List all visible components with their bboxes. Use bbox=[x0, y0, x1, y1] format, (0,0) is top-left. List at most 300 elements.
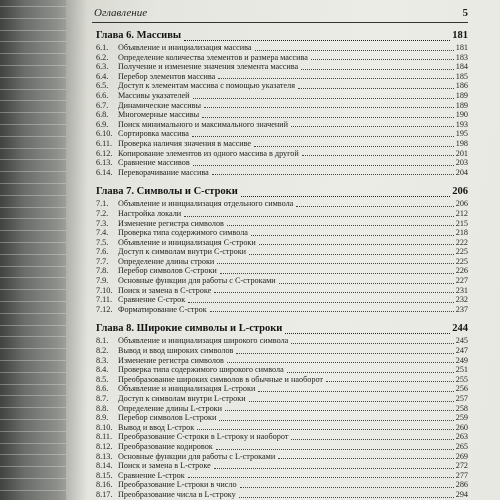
page-edge-line bbox=[0, 148, 70, 149]
entry-number: 7.12. bbox=[96, 304, 113, 314]
dot-leader bbox=[219, 419, 453, 421]
dot-leader bbox=[210, 310, 454, 312]
entry-title bbox=[96, 149, 299, 158]
entry-number: 6.14. bbox=[96, 167, 113, 177]
page-edge-line bbox=[0, 325, 70, 326]
entry-title bbox=[96, 62, 298, 71]
entry-title bbox=[96, 375, 323, 384]
page-edge-line bbox=[0, 53, 70, 54]
entry-title bbox=[96, 228, 248, 237]
toc-entry bbox=[96, 384, 468, 394]
entry-text: Объявление и инициализация отдельного символа bbox=[118, 199, 294, 209]
page-edge-line bbox=[0, 230, 70, 231]
entry-page: 231 bbox=[455, 285, 468, 295]
entry-text: Копирование элементов из одного массива в другой bbox=[118, 148, 299, 158]
dot-leader bbox=[240, 486, 454, 488]
page-edge-line bbox=[0, 384, 70, 385]
page-edge-line bbox=[0, 407, 70, 408]
page-edge-line bbox=[0, 183, 70, 184]
entry-page: 277 bbox=[455, 470, 468, 480]
entry-title bbox=[96, 139, 251, 148]
dot-leader bbox=[302, 154, 454, 156]
entry-title bbox=[96, 423, 194, 432]
toc-entry bbox=[96, 53, 468, 63]
entry-page: 259 bbox=[455, 413, 468, 423]
page-edge-line bbox=[0, 159, 70, 160]
entry-number: 8.10. bbox=[96, 422, 113, 432]
toc-entry bbox=[96, 72, 468, 82]
toc-entry bbox=[96, 209, 468, 219]
entry-title bbox=[96, 365, 284, 374]
entry-title bbox=[96, 158, 190, 167]
entry-page: 204 bbox=[455, 167, 468, 177]
chapter-title: Глава 8. Широкие символы и L-строки bbox=[96, 323, 283, 335]
dot-leader bbox=[214, 291, 453, 293]
page-edge-line bbox=[0, 419, 70, 420]
toc-entry bbox=[96, 452, 468, 462]
toc-entry bbox=[96, 199, 468, 209]
entry-title bbox=[96, 81, 295, 90]
entry-text: Форматирование С-строк bbox=[118, 304, 207, 314]
toc-entry bbox=[96, 442, 468, 452]
entry-title bbox=[96, 452, 275, 461]
entry-text: Основные функции для работы с L-строками bbox=[118, 451, 276, 461]
page-edge-line bbox=[0, 313, 70, 314]
entry-title bbox=[96, 91, 190, 100]
entry-number: 7.1. bbox=[96, 199, 109, 209]
page-edge-line bbox=[0, 136, 70, 137]
entry-text: Объявление и инициализация С-строки bbox=[118, 237, 256, 247]
dot-leader bbox=[193, 164, 454, 166]
dot-leader bbox=[251, 234, 454, 236]
dot-leader bbox=[217, 262, 453, 264]
toc-entry bbox=[96, 110, 468, 120]
page-edge-line bbox=[0, 277, 70, 278]
toc-chapter bbox=[96, 30, 468, 177]
page-edge-line bbox=[0, 478, 70, 479]
toc-entry bbox=[96, 139, 468, 149]
chapter-page: 181 bbox=[452, 30, 468, 41]
chapter-title: Глава 6. Массивы bbox=[96, 30, 182, 41]
toc-entry bbox=[96, 413, 468, 423]
table-of-contents bbox=[96, 30, 468, 500]
entry-page: 184 bbox=[455, 62, 468, 72]
dot-leader bbox=[184, 39, 450, 41]
entry-page: 265 bbox=[455, 441, 468, 451]
entry-title bbox=[96, 238, 256, 247]
dot-leader bbox=[212, 173, 454, 175]
entry-page: 294 bbox=[455, 489, 468, 499]
page-edge-line bbox=[0, 6, 70, 7]
toc-entry bbox=[96, 461, 468, 471]
entry-page: 269 bbox=[455, 451, 468, 461]
toc-entry bbox=[96, 286, 468, 296]
entry-title bbox=[96, 442, 213, 451]
entry-page: 227 bbox=[455, 276, 468, 286]
chapter-title: Глава 7. Символы и С-строки bbox=[96, 186, 238, 198]
entry-page: 183 bbox=[455, 52, 468, 62]
page-edge-line bbox=[0, 443, 70, 444]
entry-text: Доступ к символам внутри L-строки bbox=[118, 394, 246, 403]
entry-text: Сортировка массива bbox=[118, 129, 189, 139]
entry-text: Доступ к элементам массива с помощью указателя bbox=[118, 81, 295, 91]
toc-entry bbox=[96, 62, 468, 72]
toc-entry bbox=[96, 305, 468, 315]
dot-leader bbox=[249, 400, 454, 402]
page-edge-line bbox=[0, 466, 70, 467]
entry-page: 258 bbox=[455, 403, 468, 413]
page-edge-line bbox=[0, 372, 70, 373]
entry-title bbox=[96, 384, 255, 393]
entry-title bbox=[96, 356, 224, 365]
entry-title bbox=[96, 295, 185, 304]
entry-number: 8.13. bbox=[96, 451, 113, 461]
entry-page: 189 bbox=[455, 100, 468, 110]
toc-entry bbox=[96, 480, 468, 490]
entry-page: 198 bbox=[455, 138, 468, 148]
page-edge-line bbox=[0, 289, 70, 290]
entry-text: Массивы указателей bbox=[118, 90, 190, 100]
dot-leader bbox=[287, 371, 454, 373]
entry-number: 7.2. bbox=[96, 208, 109, 218]
entry-text: Преобразование С-строки в L-строку и наоборот bbox=[118, 432, 289, 442]
entry-text: Переворачивание массива bbox=[118, 167, 209, 177]
entry-number: 8.9. bbox=[96, 413, 109, 423]
dot-leader bbox=[236, 352, 453, 354]
entry-title bbox=[96, 336, 288, 345]
dot-leader bbox=[202, 116, 454, 118]
entry-title bbox=[96, 394, 246, 403]
chapter-heading bbox=[96, 186, 468, 199]
entry-text: Перебор символов С-строки bbox=[118, 266, 217, 276]
entry-text: Объявление и инициализация массива bbox=[118, 43, 252, 52]
entry-text: Определение длины строки bbox=[118, 256, 215, 266]
entry-text: Сравнение массивов bbox=[118, 158, 190, 168]
book-binding bbox=[0, 0, 70, 500]
entry-page: 232 bbox=[455, 295, 468, 305]
entry-number: 6.9. bbox=[96, 119, 109, 129]
entry-page: 190 bbox=[455, 110, 468, 120]
toc-entry bbox=[96, 295, 468, 305]
page-edge-line bbox=[0, 41, 70, 42]
toc-entry bbox=[96, 238, 468, 248]
entry-title bbox=[96, 432, 288, 441]
entry-text: Перебор символов L-строки bbox=[118, 413, 217, 423]
entry-number: 8.14. bbox=[96, 461, 113, 471]
entry-text: Поиск и замена в L-строке bbox=[118, 461, 211, 471]
dot-leader bbox=[216, 448, 454, 450]
toc-entry bbox=[96, 219, 468, 229]
entry-number: 8.7. bbox=[96, 394, 109, 403]
entry-number: 6.11. bbox=[96, 138, 113, 148]
entry-number: 7.5. bbox=[96, 237, 109, 247]
toc-chapter bbox=[96, 323, 468, 499]
dot-leader bbox=[193, 97, 454, 99]
header-rule bbox=[92, 22, 468, 23]
toc-entry bbox=[96, 158, 468, 168]
page-edge-line bbox=[0, 395, 70, 396]
dot-leader bbox=[204, 106, 454, 108]
entry-text: Поиск и замена в С-строке bbox=[118, 285, 212, 295]
toc-entry bbox=[96, 423, 468, 433]
toc-entry bbox=[96, 432, 468, 442]
dot-leader bbox=[259, 243, 454, 245]
page-edge-line bbox=[0, 454, 70, 455]
entry-title bbox=[96, 346, 233, 355]
entry-number: 7.8. bbox=[96, 266, 109, 276]
dot-leader bbox=[214, 467, 454, 469]
dot-leader bbox=[301, 68, 454, 70]
dot-leader bbox=[311, 58, 454, 60]
entry-number: 7.7. bbox=[96, 256, 109, 266]
toc-entry bbox=[96, 120, 468, 130]
entry-title bbox=[96, 276, 276, 285]
chapter-heading bbox=[96, 323, 468, 336]
toc-entry bbox=[96, 276, 468, 286]
entry-title bbox=[96, 72, 215, 81]
entry-page: 286 bbox=[455, 480, 468, 490]
page-edge-line bbox=[0, 348, 70, 349]
entry-title bbox=[96, 404, 222, 413]
dot-leader bbox=[254, 145, 454, 147]
book-page bbox=[66, 0, 500, 500]
dot-leader bbox=[239, 496, 454, 498]
page-edge-line bbox=[0, 112, 70, 113]
entry-title bbox=[96, 257, 214, 266]
page-edge-line bbox=[0, 89, 70, 90]
entry-text: Преобразование числа в L-строку bbox=[118, 489, 236, 499]
page-edge-line bbox=[0, 431, 70, 432]
entry-text: Получение и изменение значения элемента массива bbox=[118, 62, 299, 72]
entry-page: 212 bbox=[455, 208, 468, 218]
dot-leader bbox=[225, 409, 454, 411]
entry-page: 247 bbox=[455, 346, 468, 356]
toc-entry bbox=[96, 471, 468, 481]
dot-leader bbox=[291, 438, 453, 440]
entry-title bbox=[96, 305, 207, 314]
entry-text: Определение количества элементов и размера массива bbox=[118, 52, 308, 62]
dot-leader bbox=[258, 390, 453, 392]
toc-entry bbox=[96, 129, 468, 139]
entry-page: 186 bbox=[455, 81, 468, 91]
entry-number: 8.3. bbox=[96, 355, 109, 365]
page-edge-line bbox=[0, 100, 70, 101]
entry-number: 8.16. bbox=[96, 480, 113, 490]
toc-entry bbox=[96, 43, 468, 53]
entry-number: 7.11. bbox=[96, 295, 113, 305]
entry-text: Многомерные массивы bbox=[118, 110, 200, 120]
entry-page: 225 bbox=[455, 256, 468, 266]
entry-number: 7.10. bbox=[96, 285, 113, 295]
page-edge-line bbox=[0, 490, 70, 491]
entry-number: 7.9. bbox=[96, 276, 109, 286]
entry-number: 6.7. bbox=[96, 100, 109, 110]
dot-leader bbox=[227, 224, 454, 226]
entry-number: 6.3. bbox=[96, 62, 109, 72]
entry-title bbox=[96, 480, 237, 489]
entry-page: 181 bbox=[455, 43, 468, 52]
dot-leader bbox=[296, 205, 453, 207]
entry-number: 6.10. bbox=[96, 129, 113, 139]
entry-page: 201 bbox=[455, 148, 468, 158]
toc-entry bbox=[96, 404, 468, 414]
entry-text: Объявление и инициализация L-строки bbox=[118, 384, 256, 394]
entry-number: 8.2. bbox=[96, 346, 109, 356]
entry-text: Проверка типа содержимого символа bbox=[118, 228, 248, 238]
toc-entry bbox=[96, 101, 468, 111]
page-edge-line bbox=[0, 336, 70, 337]
toc-entry bbox=[96, 81, 468, 91]
entry-text: Поиск минимального и максимального значений bbox=[118, 119, 289, 129]
entry-page: 215 bbox=[455, 218, 468, 228]
dot-leader bbox=[291, 125, 454, 127]
dot-leader bbox=[184, 215, 454, 217]
page-edge-line bbox=[0, 18, 70, 19]
entry-page: 260 bbox=[455, 422, 468, 432]
running-head-title: Оглавление bbox=[94, 7, 148, 19]
dot-leader bbox=[278, 457, 453, 459]
entry-text: Сравнение С-строк bbox=[118, 295, 186, 305]
entry-page: 255 bbox=[455, 374, 468, 384]
page-edge-line bbox=[0, 242, 70, 243]
running-head bbox=[92, 7, 468, 21]
dot-leader bbox=[220, 272, 454, 274]
page-number: 5 bbox=[462, 7, 468, 19]
dot-leader bbox=[192, 135, 454, 137]
dot-leader bbox=[188, 476, 454, 478]
toc-chapter bbox=[96, 186, 468, 314]
toc-entry bbox=[96, 266, 468, 276]
entry-title bbox=[96, 490, 236, 499]
dot-leader bbox=[227, 361, 454, 363]
entry-number: 8.17. bbox=[96, 489, 113, 499]
entry-text: Объявление и инициализация широкого символа bbox=[118, 336, 289, 346]
page-edge-line bbox=[0, 124, 70, 125]
entry-title bbox=[96, 129, 189, 138]
toc-entry bbox=[96, 168, 468, 178]
entry-page: 226 bbox=[455, 266, 468, 276]
entry-title bbox=[96, 199, 293, 208]
entry-title bbox=[96, 471, 185, 480]
entry-number: 7.3. bbox=[96, 218, 109, 228]
dot-leader bbox=[298, 87, 454, 89]
entry-number: 8.8. bbox=[96, 403, 109, 413]
entry-number: 6.2. bbox=[96, 52, 109, 62]
entry-title bbox=[96, 247, 246, 256]
page-edge-line bbox=[0, 301, 70, 302]
entry-title bbox=[96, 413, 216, 422]
entry-title bbox=[96, 461, 211, 470]
entry-page: 222 bbox=[455, 237, 468, 247]
chapter-page: 206 bbox=[452, 186, 468, 198]
entry-text: Определение длины L-строки bbox=[118, 403, 223, 413]
chapter-page: 244 bbox=[452, 323, 468, 335]
entry-number: 6.5. bbox=[96, 81, 109, 91]
page-edge-line bbox=[0, 254, 70, 255]
entry-number: 7.6. bbox=[96, 247, 109, 257]
page-edge-line bbox=[0, 171, 70, 172]
dot-leader bbox=[188, 301, 454, 303]
dot-leader bbox=[285, 332, 450, 334]
dot-leader bbox=[255, 49, 454, 51]
entry-title bbox=[96, 219, 224, 228]
entry-text: Вывод и ввод L-строк bbox=[118, 422, 195, 432]
entry-number: 6.8. bbox=[96, 110, 109, 120]
entry-page: 249 bbox=[455, 355, 468, 365]
entry-title bbox=[96, 266, 217, 275]
entry-title bbox=[96, 209, 181, 218]
entry-text: Основные функции для работы с С-строками bbox=[118, 276, 276, 286]
page-edge-line bbox=[0, 218, 70, 219]
entry-text: Преобразование L-строки в число bbox=[118, 480, 237, 490]
toc-entry bbox=[96, 336, 468, 346]
entry-page: 256 bbox=[455, 384, 468, 394]
entry-page: 189 bbox=[455, 90, 468, 100]
entry-text: Преобразование кодировок bbox=[118, 441, 213, 451]
entry-text: Вывод и ввод широких символов bbox=[118, 346, 234, 356]
entry-number: 6.4. bbox=[96, 71, 109, 81]
chapter-heading bbox=[96, 30, 468, 43]
entry-page: 195 bbox=[455, 129, 468, 139]
entry-number: 8.1. bbox=[96, 336, 109, 346]
entry-page: 206 bbox=[455, 199, 468, 209]
toc-entry bbox=[96, 490, 468, 500]
dot-leader bbox=[249, 253, 454, 255]
entry-number: 8.6. bbox=[96, 384, 109, 394]
entry-title bbox=[96, 43, 252, 52]
entry-title bbox=[96, 120, 288, 129]
entry-number: 6.12. bbox=[96, 148, 113, 158]
dot-leader bbox=[241, 195, 450, 197]
page-edge-line bbox=[0, 360, 70, 361]
entry-text: Сравнение L-строк bbox=[118, 470, 185, 480]
entry-page: 245 bbox=[455, 336, 468, 346]
page-edge-line bbox=[0, 65, 70, 66]
dot-leader bbox=[218, 77, 453, 79]
toc-entry bbox=[96, 365, 468, 375]
entry-number: 6.13. bbox=[96, 158, 113, 168]
entry-title bbox=[96, 101, 201, 110]
page-edge-line bbox=[0, 77, 70, 78]
entry-page: 257 bbox=[455, 394, 468, 403]
entry-page: 237 bbox=[455, 304, 468, 314]
page-edge-line bbox=[0, 30, 70, 31]
toc-entry bbox=[96, 394, 468, 404]
entry-number: 6.6. bbox=[96, 90, 109, 100]
toc-entry bbox=[96, 375, 468, 385]
entry-page: 225 bbox=[455, 247, 468, 257]
entry-text: Проверка наличия значения в массиве bbox=[118, 138, 252, 148]
entry-text: Перебор элементов массива bbox=[118, 71, 216, 81]
entry-page: 218 bbox=[455, 228, 468, 238]
toc-entry bbox=[96, 247, 468, 257]
entry-title bbox=[96, 168, 209, 177]
entry-title bbox=[96, 110, 199, 119]
entry-number: 8.12. bbox=[96, 441, 113, 451]
entry-page: 203 bbox=[455, 158, 468, 168]
entry-number: 8.4. bbox=[96, 365, 109, 375]
entry-text: Динамические массивы bbox=[118, 100, 201, 110]
entry-number: 8.11. bbox=[96, 432, 113, 442]
page-edge-line bbox=[0, 195, 70, 196]
toc-entry bbox=[96, 91, 468, 101]
entry-page: 263 bbox=[455, 432, 468, 442]
dot-leader bbox=[291, 342, 453, 344]
entry-text: Изменение регистра символов bbox=[118, 355, 224, 365]
entry-number: 8.15. bbox=[96, 470, 113, 480]
entry-page: 251 bbox=[455, 365, 468, 375]
page-edge-line bbox=[0, 266, 70, 267]
